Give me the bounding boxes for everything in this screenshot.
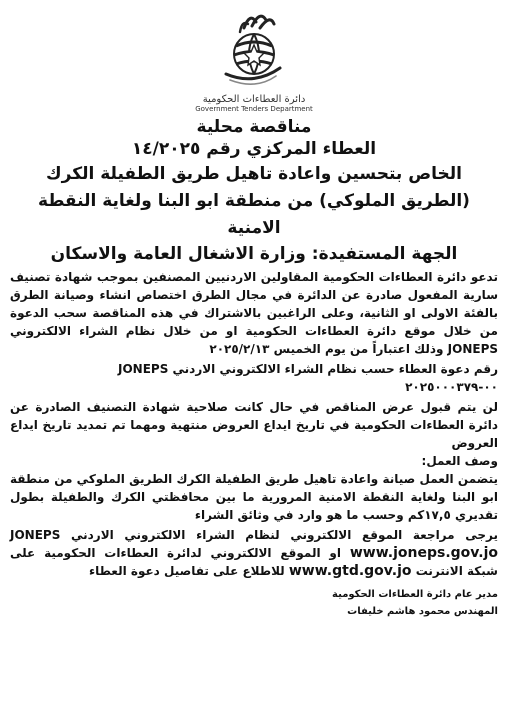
header xyxy=(10,8,498,113)
work-description: يتضمن العمل صيانة واعادة تاهيل طريق الطفيلة الكرك الطريق الملوكي من منطقة ابو البنا ولغاية النقطة الامنية المرورية ما بين محافظتي الكرك والطفيلة بطول تقديري ١٧,٥كم وحسب ما هو وارد في وثائق الشراء xyxy=(10,472,498,522)
signature-block xyxy=(10,586,498,620)
joneps-website-link[interactable]: www.joneps.gov.jo xyxy=(349,545,498,561)
refer-sites-paragraph xyxy=(10,526,498,580)
invitation-paragraph: تدعو دائرة العطاءات الحكومية المقاولين الاردنيين المصنفين بموجب شهادة تصنيف سارية المفعول صادرة عن الدائرة في مجال الطرق اختصاص انشاء وصيانة الطرق بالفئة الاولى او الثانية، وعلى الراغبين بالاشتراك في هذه المناقصة سحب الدعوة من خلال موقع دائرة العطاءات الحكومية او من خلال نظام الشراء الالكتروني JONEPS وذلك اعتباراً من يوم الخميس ٢٠٢٥/٢/١٣ xyxy=(10,270,498,356)
refer-joneps-text: يرجى مراجعة الموقع الالكتروني لنظام الشراء الالكتروني الاردني JONEPS xyxy=(10,528,498,542)
work-description-heading: وصف العمل: xyxy=(421,454,498,468)
signature-title: مدير عام دائرة العطاءات الحكومية xyxy=(332,589,498,600)
refer-gtd-internet: الانترنت xyxy=(415,564,463,578)
tender-subject-title: الخاص بتحسين واعادة تاهيل طريق الطفيلة الكرك (الطريق الملوكي) من منطقة ابو البنا ولغاية النقطة الامنية xyxy=(38,164,470,238)
signature-name: المهندس محمود هاشم خليفات xyxy=(347,606,498,617)
local-tender-title: مناقصة محلية xyxy=(196,117,312,137)
department-name-arabic: دائرة العطاءات الحكومية xyxy=(202,94,306,105)
beneficiary-title: الجهة المستفيدة: وزارة الاشغال العامة والاسكان xyxy=(50,244,458,264)
tender-number-title: العطاء المركزي رقم ١٤/٢٠٢٥ xyxy=(131,139,377,159)
gtd-emblem-icon xyxy=(214,8,294,96)
gtd-website-link[interactable]: www.gtd.gov.jo xyxy=(288,563,412,579)
department-name-english: Government Tenders Department xyxy=(195,105,313,113)
refer-gtd-text: او الموقع الالكتروني لدائرة العطاءات الحكومية على شبكة xyxy=(10,546,498,578)
joneps-number-label: رقم دعوة العطاء حسب نظام الشراء الالكتروني الاردني JONEPS xyxy=(118,362,498,376)
joneps-tender-number: ٠٠-٢٠٢٥٠٠٠٣٧٩ xyxy=(405,380,498,394)
refer-gtd-details: للاطلاع على تفاصيل دعوة العطاء xyxy=(88,564,285,578)
classification-note: لن يتم قبول عرض المناقص في حال كانت صلاحية شهادة التصنيف الصادرة عن دائرة العطاءات الحكومية في تاريخ ايداع العروض منتهية ومهما تم تمديد تاريخ ايداع العروض xyxy=(10,400,498,450)
